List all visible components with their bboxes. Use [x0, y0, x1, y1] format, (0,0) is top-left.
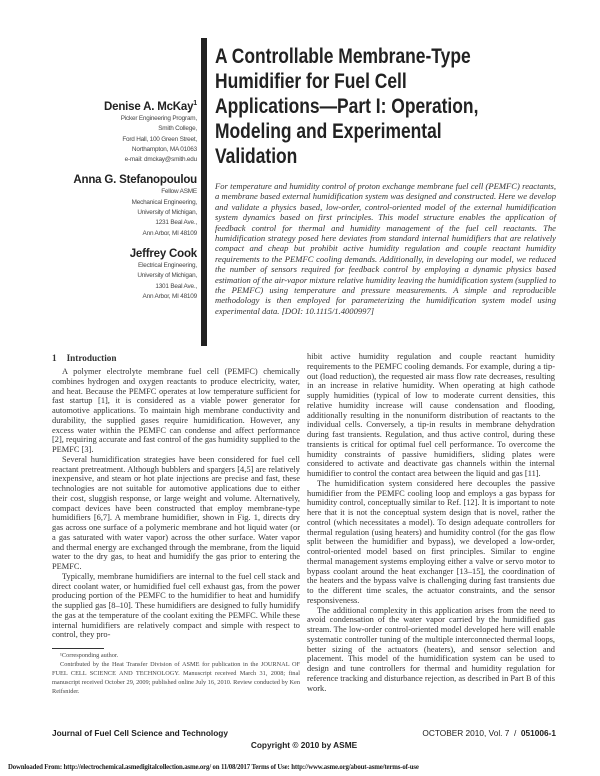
author-affiliation: University of Michigan, [137, 272, 197, 280]
author-footnote-mark: 1 [193, 100, 197, 108]
footnote: Contributed by the Heat Transfer Division of ASME for publication in the JOURNAL OF FUEL CELL SCIENCE AND TECHNOLOGY. Manuscript received March 31, 2008; final manuscript received October 29, 2009; published online July 16, 2010. Review conducted by Ken Reifsnider. [52, 660, 300, 695]
footnotes [52, 652, 300, 697]
footnote-rule [52, 648, 104, 649]
title-rule-bar [201, 38, 207, 346]
copyright: Copyright © 2010 by ASME [250, 740, 358, 750]
author-affiliation: Smith College, [158, 125, 197, 133]
author-affiliation: Ann Arbor, MI 48109 [142, 229, 197, 237]
footnote: ¹Corresponding author. [60, 652, 119, 659]
issue-date-volume: OCTOBER 2010, Vol. 7 / [422, 728, 521, 738]
author-1 [40, 100, 197, 165]
abstract: For temperature and humidity control of proton exchange membrane fuel cell (PEMFC) reactants, a membrane based external humidification system was designed and constructed. Here we develop and validate a physics based, low-order, control-oriented model of the external humidification system dynamics based on first principles. This model structure enables the application of feedback control for thermal and humidity management of the fuel cell reactants. The humidification strategy posed here deviates from standard internal humidifiers that are relatively compact and cheap but prohibit active humidity regulation and couple reactant humidity requirements to the PEMFC cooling demands. Additionally, in developing our model, we reduced the number of sensors required for feedback control by employing a dynamic physics based estimation of the air-vapor mixture relative humidity leaving the humidification system (supplied to the PEMFC) using temperature and pressure measurements. A simple and reproducible methodology is then employed for parameterizing the humidification system model using experimental data. [DOI: 10.1115/1.4000997] [215, 181, 556, 316]
author-block [40, 92, 197, 302]
author-affiliation: Electrical Engineering, [138, 261, 197, 269]
journal-name: Journal of Fuel Cell Science and Technology [52, 728, 228, 738]
paragraph: The additional complexity in this application arises from the need to avoid condensation of the water vapor carried by the humidified gas stream. The low-order control-oriented model developed here will enable systematic controller tuning of the multiple interconnected thermal loops, better sizing of the actuators (heaters), and sensor selection and placement. This model of the humidification system can be used to design and tune controllers for thermal and humidity regulation for reference tracking and disturbance rejection, as described in Part B of this work. [307, 605, 555, 693]
page-footer [52, 728, 556, 752]
author-name: Jeffrey Cook [129, 247, 197, 260]
paragraph: A polymer electrolyte membrane fuel cell (PEMFC) chemically combines hydrogen and oxygen reactants to produce electricity, water, and heat. Because the PEMFC operates at low temperature sufficient for fast startup [1], it is considered as a viable power generator for automotive applications. To maintain high membrane conductivity and durability, the supplied gases require humidification. However, any excess water within the PEMFC can condense and affect performance [2], requiring accurate and fast control of the gas humidity supplied to the PEMFC [3]. [52, 367, 300, 454]
author-2 [40, 173, 197, 238]
body-column-right [307, 352, 555, 693]
title-line: Humidifier for Fuel Cell [215, 70, 407, 93]
author-affiliation: Northampton, MA 01063 [131, 145, 197, 153]
author-affiliation: Ford Hall, 100 Green Street, [122, 135, 197, 143]
title-line: Validation [215, 145, 298, 168]
title-line: A Controllable Membrane-Type [215, 45, 471, 68]
title-line: Modeling and Experimental [215, 120, 442, 143]
paragraph: The humidification system considered here decouples the passive humidifier from the PEMFC cooling loop and employs a gas bypass for humidity control, conceptually similar to Ref. [12]. It is important to note here that it is not the conceptual system design that is novel, rather the control (which necessitates a model). To design adequate controllers for thermal regulation (using heaters) and humidity control (for the gas flow split between the humidifier and bypass), we developed a low-order, control-oriented model based on first principles. Similar to engine thermal management systems employing either a valve or servo motor to bypass coolant around the heat exchanger [13–15], the coordination of the heaters and the bypass valve is challenging during fast transients due to the different time scales, the actuator constraints, and the sensor responsiveness. [307, 478, 555, 605]
title-line: Applications—Part I: Operation, [215, 95, 479, 118]
section-number: 1 [52, 353, 57, 363]
body-column-left [52, 352, 300, 697]
author-affiliation: Ann Arbor, MI 48109 [142, 292, 197, 300]
author-affiliation: 1301 Beal Ave., [155, 282, 197, 290]
download-notice[interactable]: Downloaded From: http://electrochemical.asmedigitalcollection.asme.org/ on 11/08/2017 Terms of Use: http://www.asme.org/about-asme/terms-of-use [8, 764, 419, 771]
author-name: Denise A. McKay [104, 101, 194, 113]
author-affiliation: Picker Engineering Program, [120, 115, 197, 122]
author-affiliation: 1231 Beal Ave., [155, 219, 197, 227]
section-title: Introduction [66, 353, 117, 363]
author-affiliation: University of Michigan, [137, 209, 197, 217]
author-3 [40, 247, 197, 302]
paragraph: hibit active humidity regulation and couple reactant humidity requirements to the PEMFC cooling demands. For example, during a tip-out (load reduction), the requested air mass flow rate decreases, resulting in an increase in relative humidity. When operating at high cathode supply humidities (typical of low to moderate current densities, this relative humidity increase will cause condensation and flooding, additionally resulting in the nonuniform distribution of reactants to the individual cells. Conversely, a tip-in results in membrane dehydration during fast transients. Regulation, and thus active control, during these transients is critical for optimal fuel cell performance. To overcome the humidity constraints of passive humidifiers, sliding plates were considered to activate and deactivate gas channels within the internal humidifier to control the contact area between the liquid and gas [11]. [307, 352, 555, 478]
issue-info [422, 728, 556, 738]
author-affiliation: Fellow ASME [161, 188, 197, 196]
page-number: 051006-1 [520, 728, 556, 738]
paragraph: Several humidification strategies have been considered for fuel cell reactant pretreatment. Although bubblers and spargers [4,5] are relatively inexpensive, and steam or hot plate injections are precise and fast, these technologies are not suitable for automotive applications due to either their cost, sluggish response, or large weight and volume. Alternatively, compact devices have been constructed that employ membrane-type humidifiers [6,7]. A membrane humidifier, shown in Fig. 1, directs dry gas across one surface of a polymeric membrane and hot liquid water (or a gas saturated with water vapor) across the other surface. Water vapor and thermal energy are exchanged through the membrane, from the liquid water to the dry gas, to heat and humidify the gas prior to entering the PEMFC. [52, 454, 300, 571]
author-name: Anna G. Stefanopoulou [73, 174, 197, 187]
paper-title [215, 44, 547, 169]
section-heading [52, 352, 300, 364]
author-email[interactable]: e-mail: dmckay@smith.edu [124, 156, 197, 164]
paragraph: Typically, membrane humidifiers are internal to the fuel cell stack and direct coolant water, or humidified fuel cell exhaust gas, from the power producing portion of the PEMFC to the humidifier to heat and humidify the supplied gas [8–10]. These humidifiers are designed to fully humidify the gas at the temperature of the coolant exiting the PEMFC. While these internal humidifiers are relatively compact and simple with respect to control, they pro- [52, 571, 300, 640]
author-affiliation: Mechanical Engineering, [131, 198, 197, 206]
